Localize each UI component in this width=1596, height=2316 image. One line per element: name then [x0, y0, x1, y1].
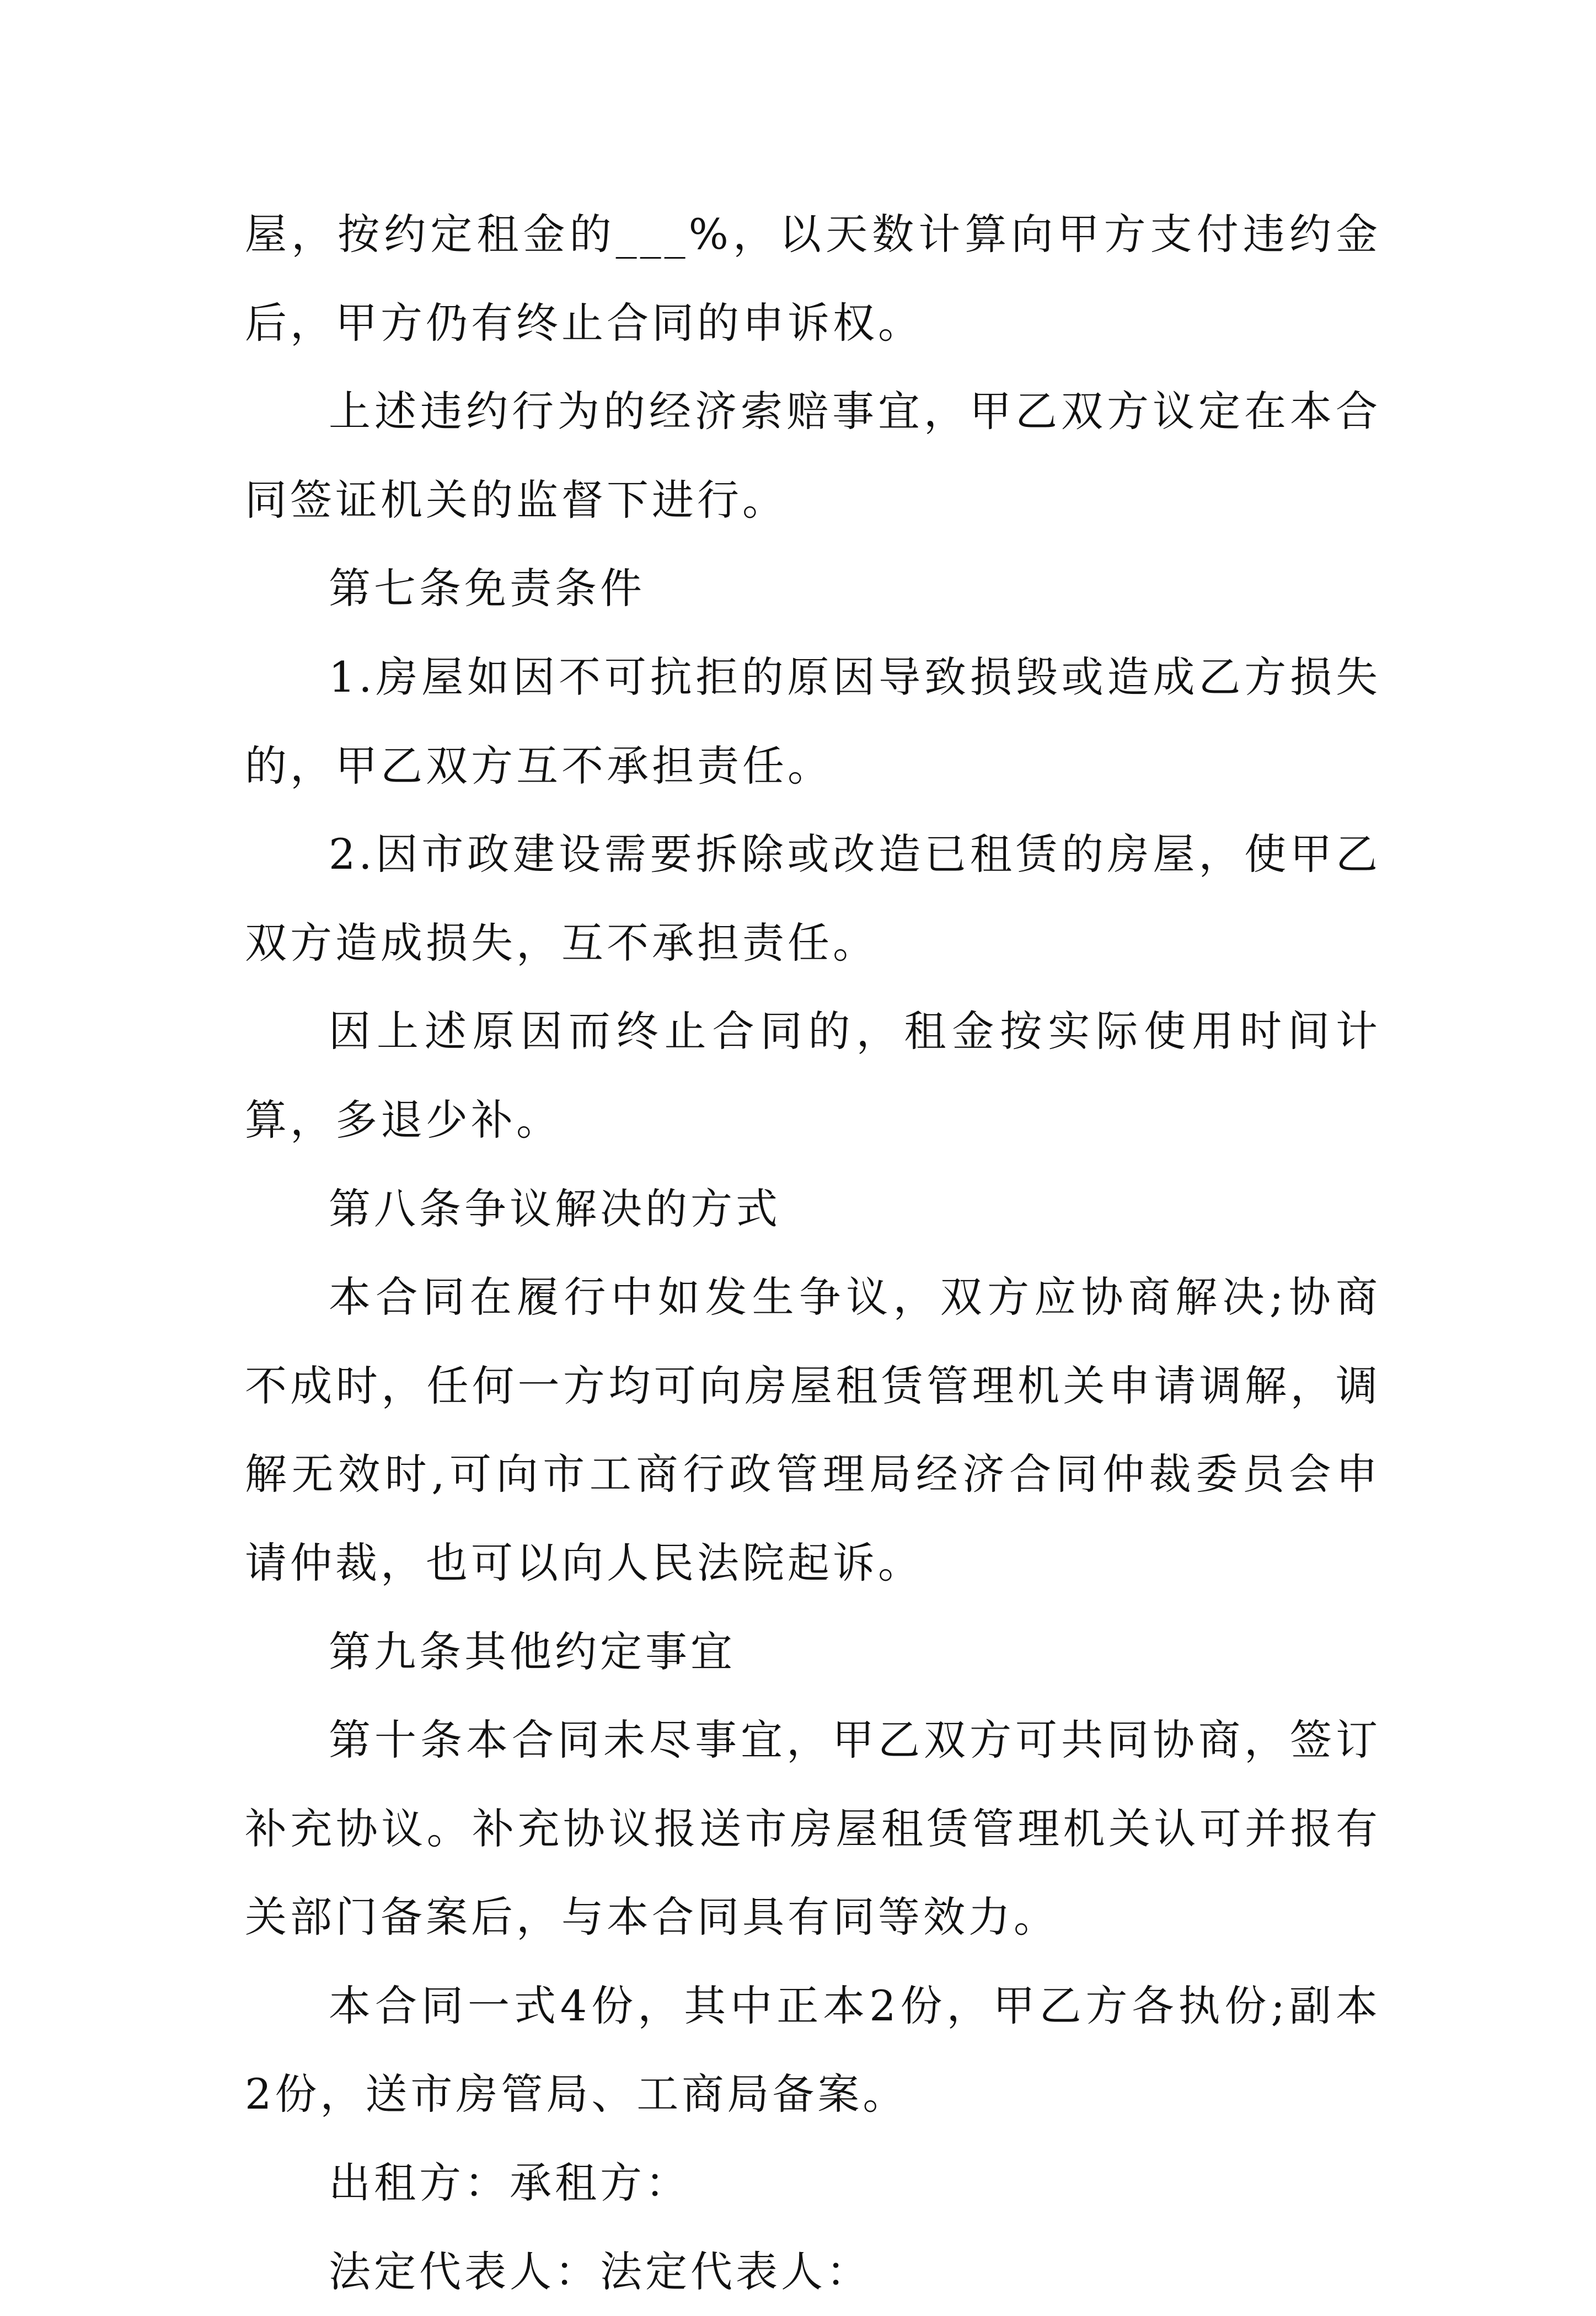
- paragraph-rent-settlement: 因上述原因而终止合同的，租金按实际使用时间计算，多退少补。: [245, 1007, 1381, 1144]
- signature-parties: 出租方：承租方：: [329, 2158, 690, 2208]
- paragraph-compensation: 上述违约行为的经济索赔事宜，甲乙双方议定在本合同签证机关的监督下进行。: [245, 387, 1381, 525]
- signature-representatives: 法定代表人：法定代表人：: [329, 2247, 871, 2296]
- paragraph-copies: 本合同一式4份，其中正本2份，甲乙方各执份;副本2份，送市房管局、工商局备案。: [245, 1981, 1381, 2119]
- document-body: [245, 190, 1381, 2316]
- heading-article-9: 第九条其他约定事宜: [329, 1627, 736, 1676]
- paragraph-penalty-continuation: 屋，按约定租金的___%，以天数计算向甲方支付违约金后，甲方仍有终止合同的申诉权。: [245, 210, 1381, 347]
- heading-article-8: 第八条争议解决的方式: [329, 1184, 781, 1233]
- paragraph-article-7-item-2: 2.因市政建设需要拆除或改造已租赁的房屋，使甲乙双方造成损失，互不承担责任。: [245, 830, 1381, 967]
- paragraph-article-10: 第十条本合同未尽事宜，甲乙双方可共同协商，签订补充协议。补充协议报送市房屋租赁管理机关认可并报有关部门备案后，与本合同具有同等效力。: [245, 1715, 1381, 1942]
- paragraph-dispute-resolution: 本合同在履行中如发生争议，双方应协商解决;协商不成时，任何一方均可向房屋租赁管理机关申请调解，调解无效时,可向市工商行政管理局经济合同仲裁委员会申请仲裁，也可以向人民法院起诉。: [245, 1272, 1381, 1587]
- heading-article-7: 第七条免责条件: [329, 564, 645, 613]
- paragraph-article-7-item-1: 1.房屋如因不可抗拒的原因导致损毁或造成乙方损失的，甲乙双方互不承担责任。: [245, 652, 1381, 790]
